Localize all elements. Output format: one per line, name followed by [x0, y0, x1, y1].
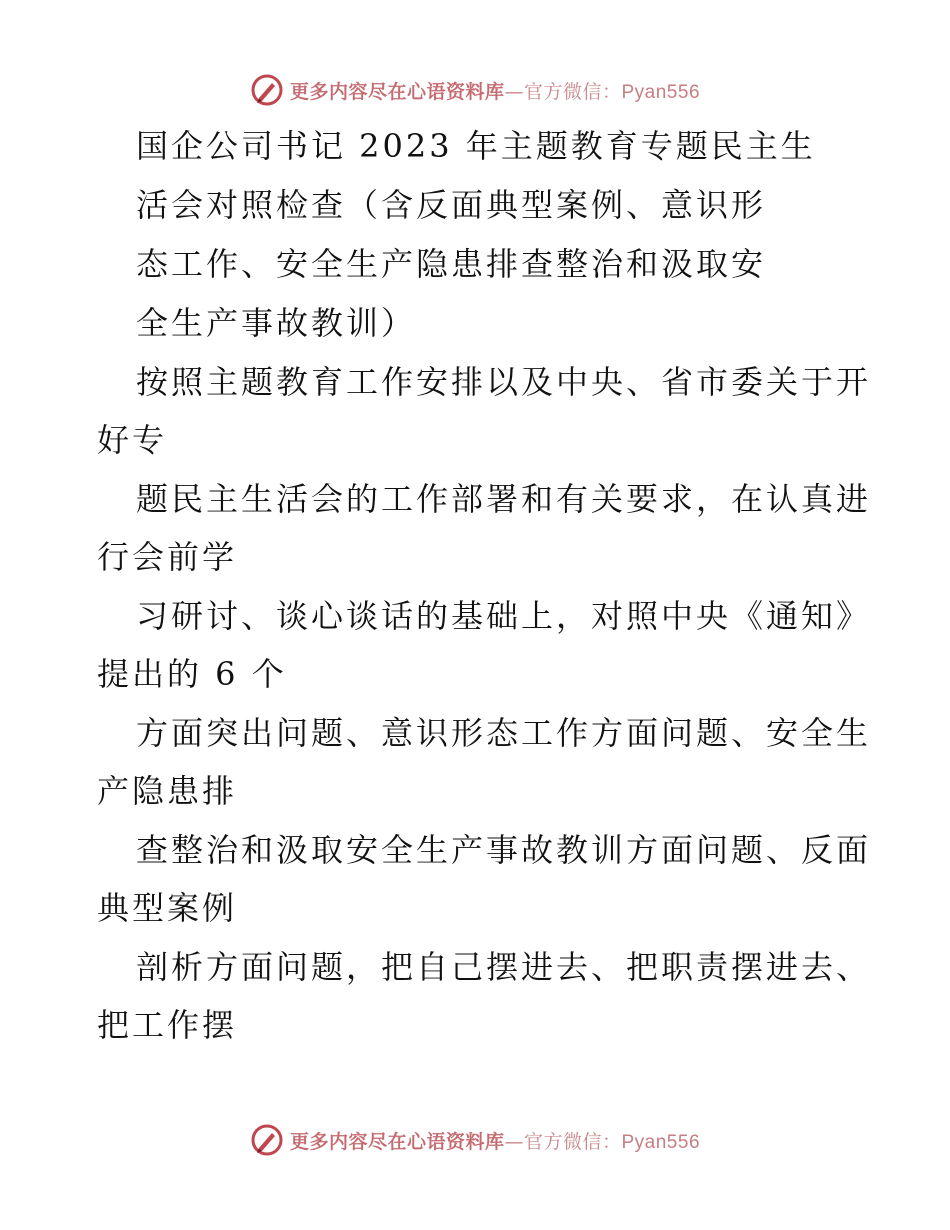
watermark-id: Pyan556	[621, 1131, 701, 1153]
watermark-dash: —	[504, 80, 524, 103]
body-line-12: 把工作摆	[97, 1006, 238, 1044]
body-line-5: 习研讨、谈心谈话的基础上，对照中央《通知》	[136, 597, 872, 635]
body-line-4: 行会前学	[97, 538, 238, 576]
body-line-10: 典型案例	[97, 889, 238, 927]
pen-logo-icon	[250, 73, 284, 107]
watermark-text	[290, 77, 700, 104]
body-line-9: 查整治和汲取安全生产事故教训方面问题、反面	[136, 831, 872, 869]
footer-watermark	[0, 1120, 950, 1160]
title-line-1: 国企公司书记 2023 年主题教育专题民主生	[136, 127, 816, 165]
body-line-2: 好专	[97, 421, 168, 459]
watermark-middle: 官方微信：	[523, 80, 622, 103]
watermark-dash: —	[504, 1130, 524, 1153]
body-line-6: 提出的 6 个	[97, 655, 287, 693]
body-line-1: 按照主题教育工作安排以及中央、省市委关于开	[136, 363, 872, 401]
body-line-8: 产隐患排	[97, 772, 238, 810]
title-line-2: 活会对照检查（含反面典型案例、意识形	[136, 186, 767, 224]
watermark-middle: 官方微信：	[523, 1130, 622, 1153]
body-line-7: 方面突出问题、意识形态工作方面问题、安全生	[136, 714, 872, 752]
body-line-3: 题民主生活会的工作部署和有关要求，在认真进	[136, 480, 872, 518]
watermark-id: Pyan556	[621, 81, 701, 103]
title-line-4: 全生产事故教训）	[136, 304, 417, 342]
body-line-11: 剖析方面问题，把自己摆进去、把职责摆进去、	[136, 948, 872, 986]
title-line-3: 态工作、安全生产隐患排查整治和汲取安	[136, 245, 767, 283]
watermark-prefix: 更多内容尽在心语资料库	[289, 1130, 505, 1153]
watermark-text	[290, 1127, 700, 1154]
header-watermark	[0, 70, 950, 110]
watermark-prefix: 更多内容尽在心语资料库	[289, 80, 505, 103]
pen-logo-icon	[250, 1123, 284, 1157]
